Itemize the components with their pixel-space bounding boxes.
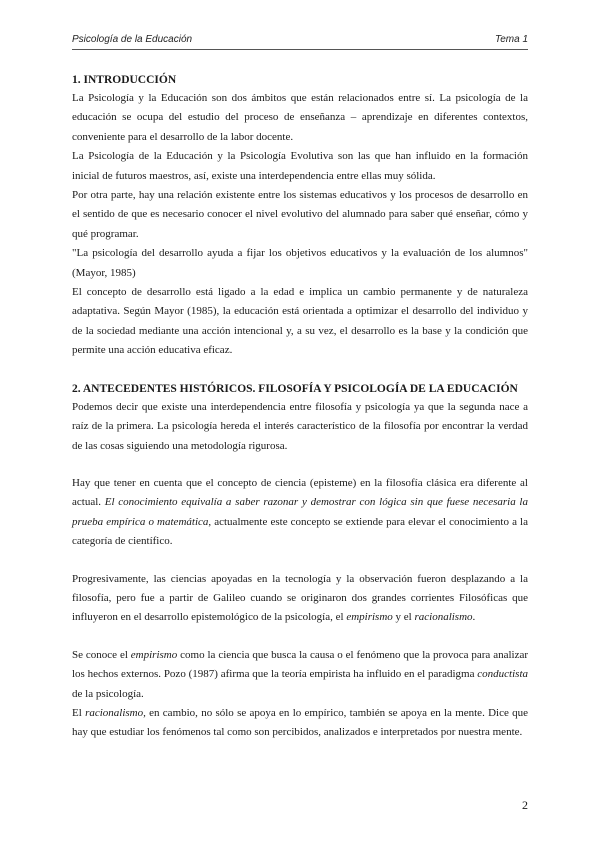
paragraph: La Psicología y la Educación son dos ámbitos que están relacionados entre sí. La psicología de la educación se ocupa del estudio del proceso de enseñanza – aprendizaje en diferentes contextos, conveniente para el desarrollo de la labor docente. [72, 92, 528, 143]
page-number: 2 [522, 798, 528, 812]
text-run: Progresivamente, las ciencias apoyadas en la tecnología y la observación fueron desplazando a la filosofía, pero fue a partir de Galileo cuando se originaron dos grandes corrientes Filosóficas que influyeron en el desarrollo epistemológico de la psicología, el [72, 572, 528, 624]
text-run: Se conoce el [72, 648, 131, 661]
italic-run: El conocimiento equivalía a saber razonar y demostrar con lógica sin que fuese necesaria la prueba empírica o matemática [72, 496, 528, 528]
header-divider [72, 49, 528, 50]
text-run: . [472, 611, 476, 624]
text-run: de la psicología. [72, 687, 144, 700]
page-body [72, 71, 528, 743]
quote-paragraph: "La psicología del desarrollo ayuda a fijar los objetivos educativos y la evaluación de los alumnos" (Mayor, 1985) [72, 247, 528, 279]
paragraph: Por otra parte, hay una relación existente entre los sistemas educativos y los procesos de desarrollo en el sentido de que es necesario conocer el nivel evolutivo del alumnado para saber qué enseñar, cómo y qué programar. [72, 189, 528, 240]
italic-run: racionalismo [414, 611, 473, 624]
italic-run: empirismo [346, 611, 393, 624]
italic-run: conductista [477, 668, 528, 681]
paragraph [72, 570, 528, 628]
italic-run: racionalismo, [85, 706, 146, 719]
paragraph: Podemos decir que existe una interdependencia entre filosofía y psicología ya que la segunda nace a raíz de la primera. La psicología hereda el interés característico de la filosofía por encontrar la verdad de las cosas siguiendo una metodología rigurosa. [72, 400, 528, 452]
text-run: como la ciencia que busca la causa o el fenómeno que la provoca para analizar los hechos externos. Pozo (1987) afirma que la teoría empirista ha influido en el paradigma [72, 648, 528, 681]
paragraph [72, 474, 528, 552]
text-run: Hay que tener en cuenta que el concepto de ciencia (episteme) en la filosofía clásica era diferente al actual. [72, 476, 528, 509]
section-heading-introduccion: 1. INTRODUCCIÓN [72, 74, 177, 86]
page-header [72, 34, 528, 48]
paragraph [72, 646, 528, 704]
text-run: en cambio, no sólo se apoya en lo empírico, también se apoya en la mente. Dice que hay que estudiar los fenómenos tal como son percibidos, analizados e interpretados por nuestra mente. [72, 706, 529, 739]
text-run: El [72, 706, 86, 719]
text-run: y el [392, 611, 415, 624]
paragraph: El concepto de desarrollo está ligado a la edad e implica un cambio permanente y de naturaleza adaptativa. Según Mayor (1985), la educación está orientada a optimizar el desarrollo del individuo y de la sociedad mediante una acción intencional y, a su vez, el desarrollo es la base y la condición que permite una acción educativa eficaz. [72, 286, 528, 357]
text-run: , actualmente este concepto se extiende para elevar el conocimiento a la categoría de científico. [72, 515, 528, 548]
header-topic: Tema 1 [495, 34, 528, 45]
section-heading-antecedentes: 2. ANTECEDENTES HISTÓRICOS. FILOSOFÍA Y PSICOLOGÍA DE LA EDUCACIÓN [72, 382, 518, 395]
paragraph: La Psicología de la Educación y la Psicología Evolutiva son las que han influido en la formación inicial de futuros maestros, así, existe una interdependencia entre ellas muy sólida. [72, 150, 528, 182]
italic-run: empirismo [130, 648, 178, 661]
header-title: Psicología de la Educación [72, 34, 193, 45]
paragraph [72, 704, 528, 743]
